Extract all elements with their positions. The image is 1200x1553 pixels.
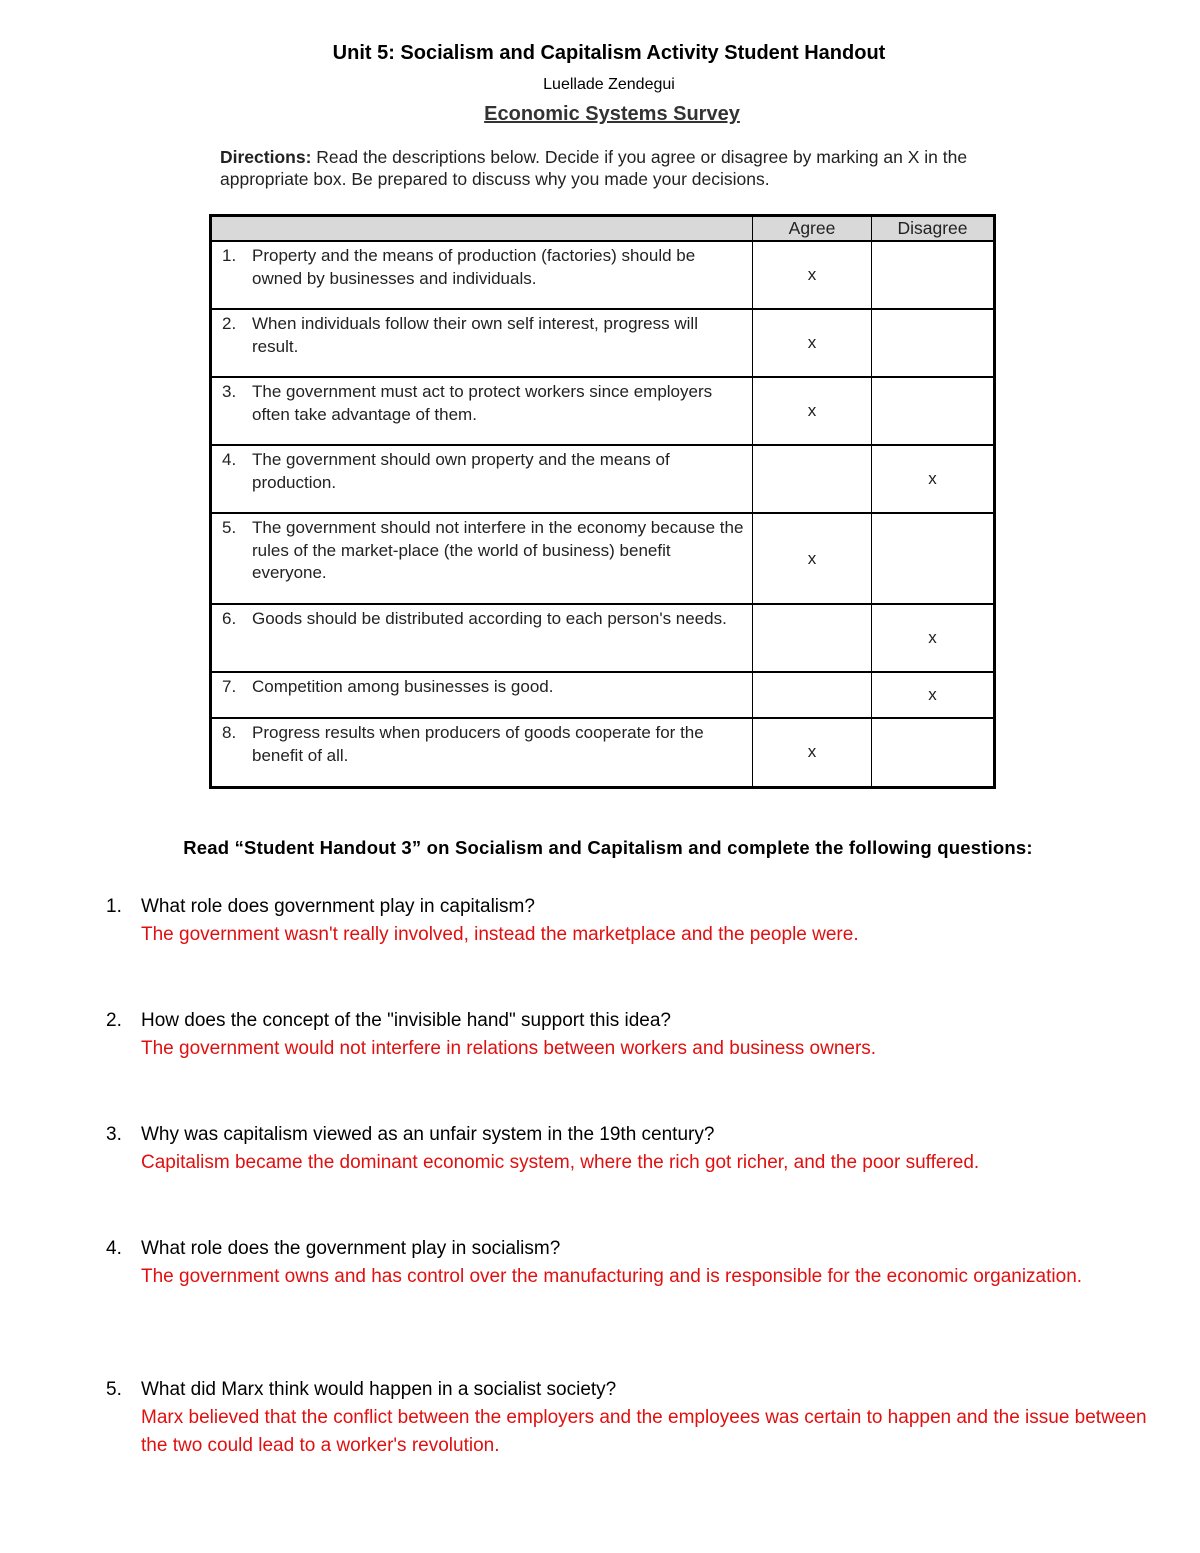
answer-text: The government owns and has control over the manufacturing and is responsible for the economic organization. xyxy=(141,1266,1083,1287)
disagree-checkbox[interactable] xyxy=(872,309,995,377)
statement-number: 1. xyxy=(222,246,237,265)
statement-text: The government must act to protect workers since employers often take advantage of them. xyxy=(252,382,713,424)
statement-number: 5. xyxy=(222,518,237,537)
statement-text: Competition among businesses is good. xyxy=(252,677,554,696)
statement-cell xyxy=(211,672,753,718)
agree-checkbox[interactable]: x xyxy=(753,718,872,787)
question-item xyxy=(106,1235,1166,1291)
statement-number: 6. xyxy=(222,609,237,628)
agree-column-header: Agree xyxy=(753,216,872,242)
agree-checkbox[interactable] xyxy=(753,672,872,718)
table-row xyxy=(211,241,995,309)
statement-cell xyxy=(211,718,753,787)
table-row xyxy=(211,718,995,787)
agree-checkbox[interactable]: x xyxy=(753,241,872,309)
survey-header-row xyxy=(211,216,995,242)
table-row xyxy=(211,672,995,718)
disagree-checkbox[interactable] xyxy=(872,241,995,309)
answer-text: The government would not interfere in relations between workers and business owners. xyxy=(141,1038,877,1059)
statement-text: Progress results when producers of goods cooperate for the benefit of all. xyxy=(252,723,704,765)
statement-text: The government should own property and the means of production. xyxy=(252,450,670,492)
statement-number: 3. xyxy=(222,382,237,401)
statement-cell xyxy=(211,513,753,604)
question-item xyxy=(106,1121,1166,1177)
question-text: What role does the government play in socialism? xyxy=(141,1238,561,1259)
question-number: 5. xyxy=(106,1379,122,1400)
statement-number: 7. xyxy=(222,677,237,696)
agree-checkbox[interactable]: x xyxy=(753,309,872,377)
table-row xyxy=(211,377,995,445)
agree-checkbox[interactable]: x xyxy=(753,377,872,445)
question-item xyxy=(106,1376,1166,1460)
question-text: How does the concept of the "invisible hand" support this idea? xyxy=(141,1010,671,1031)
directions-label: Directions: xyxy=(220,147,312,167)
survey-directions xyxy=(220,146,1010,190)
question-text: What role does government play in capitalism? xyxy=(141,896,535,917)
statement-number: 8. xyxy=(222,723,237,742)
author-name: Luellade Zendegui xyxy=(543,76,675,93)
table-row xyxy=(211,604,995,672)
agree-checkbox[interactable] xyxy=(753,445,872,513)
disagree-checkbox[interactable] xyxy=(872,377,995,445)
statement-text: Property and the means of production (factories) should be owned by businesses and individuals. xyxy=(252,246,696,288)
table-row xyxy=(211,445,995,513)
disagree-checkbox[interactable]: x xyxy=(872,445,995,513)
survey-title: Economic Systems Survey xyxy=(484,103,740,125)
statement-cell xyxy=(211,377,753,445)
statement-number: 2. xyxy=(222,314,237,333)
statement-text: When individuals follow their own self interest, progress will result. xyxy=(252,314,698,356)
question-number: 3. xyxy=(106,1124,122,1145)
disagree-checkbox[interactable]: x xyxy=(872,672,995,718)
question-text: What did Marx think would happen in a socialist society? xyxy=(141,1379,617,1400)
question-number: 1. xyxy=(106,896,122,917)
answer-text: The government wasn't really involved, instead the marketplace and the people were. xyxy=(141,924,859,945)
table-row xyxy=(211,309,995,377)
reading-instructions: Read “Student Handout 3” on Socialism and Capitalism and complete the following questions: xyxy=(183,837,1033,858)
document-title: Unit 5: Socialism and Capitalism Activity Student Handout xyxy=(332,42,886,64)
question-number: 2. xyxy=(106,1010,122,1031)
table-row xyxy=(211,513,995,604)
statement-text: Goods should be distributed according to each person's needs. xyxy=(252,609,727,628)
statement-cell xyxy=(211,604,753,672)
question-text: Why was capitalism viewed as an unfair system in the 19th century? xyxy=(141,1124,715,1145)
disagree-checkbox[interactable] xyxy=(872,718,995,787)
disagree-checkbox[interactable]: x xyxy=(872,604,995,672)
statement-text: The government should not interfere in the economy because the rules of the market-place (the world of business) benefit everyone. xyxy=(252,518,744,582)
disagree-checkbox[interactable] xyxy=(872,513,995,604)
statement-cell xyxy=(211,241,753,309)
statement-column-header xyxy=(211,216,753,242)
question-item xyxy=(106,893,1166,949)
survey-table xyxy=(209,214,996,789)
agree-checkbox[interactable]: x xyxy=(753,513,872,604)
statement-number: 4. xyxy=(222,450,237,469)
question-number: 4. xyxy=(106,1238,122,1259)
statement-cell xyxy=(211,309,753,377)
answer-text: Marx believed that the conflict between the employers and the employees was certain to happen and the issue between the two could lead to a worker's revolution. xyxy=(141,1407,1147,1456)
disagree-column-header: Disagree xyxy=(872,216,995,242)
agree-checkbox[interactable] xyxy=(753,604,872,672)
question-item xyxy=(106,1007,1166,1063)
directions-text: Read the descriptions below. Decide if you agree or disagree by marking an X in the appropriate box. Be prepared to discuss why you made your decisions. xyxy=(220,147,968,189)
statement-cell xyxy=(211,445,753,513)
answer-text: Capitalism became the dominant economic system, where the rich got richer, and the poor suffered. xyxy=(141,1152,980,1173)
